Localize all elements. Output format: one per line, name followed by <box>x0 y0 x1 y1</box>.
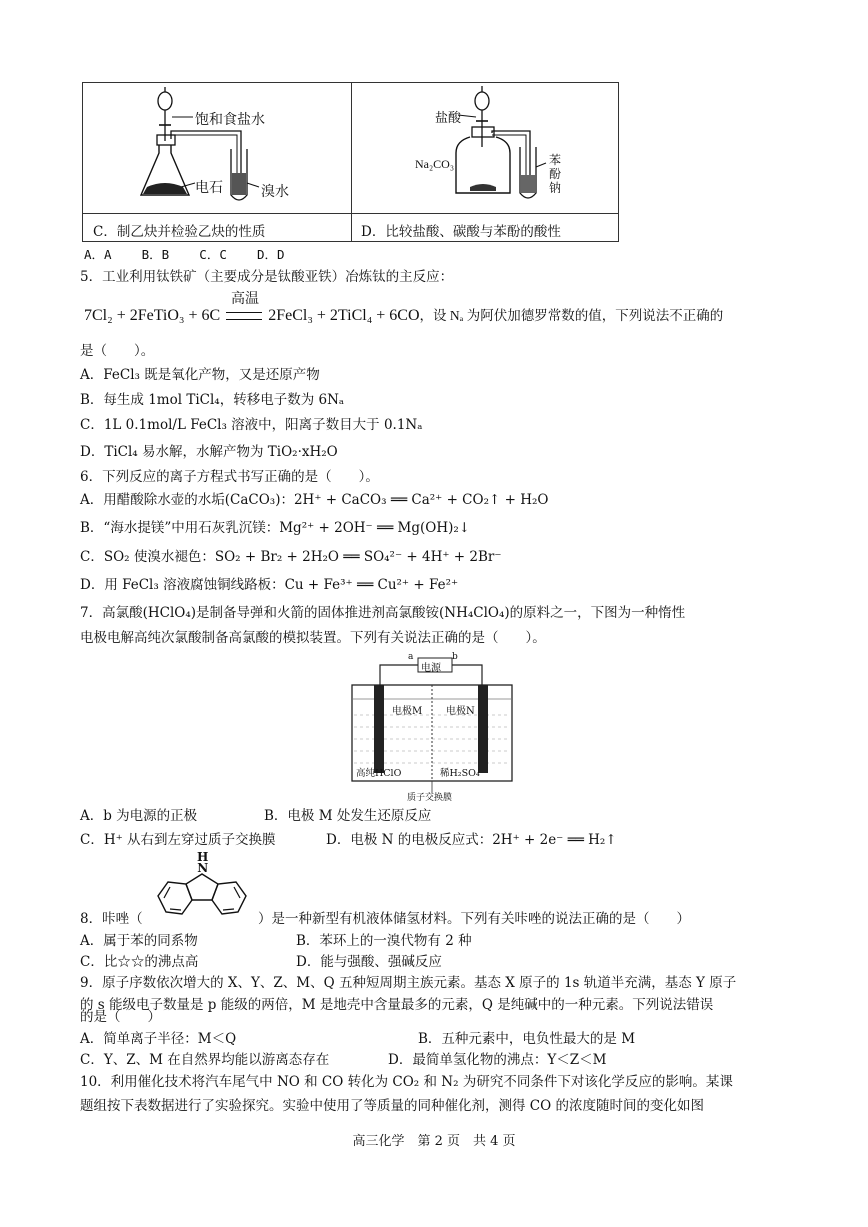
caption-option-c: C．制乙炔并检验乙炔的性质 <box>93 224 266 240</box>
q7-stem-line2: 电极电解高纯次氯酸制备高氯酸的模拟装置。下列有关说法正确的是（ ）。 <box>80 630 546 646</box>
power-source-label: 电源 <box>421 663 441 674</box>
q9-option-d: D．最简单氢化物的沸点：Y＜Z＜M <box>388 1052 607 1068</box>
q5-stem: 5．工业利用钛铁矿（主要成分是钛酸亚铁）冶炼钛的主反应： <box>80 269 454 285</box>
q4-options: A．A B．B C．C D．D <box>84 247 285 262</box>
q9-stem-line2: 的 s 能级电子数量是 p 能级的两倍，M 是地壳中含量最多的元素，Q 是纯碱中的一种元素。下列说法错误 <box>80 997 714 1013</box>
q5-equation <box>84 304 723 325</box>
caption-option-d: D．比较盐酸、碳酸与苯酚的酸性 <box>361 224 561 240</box>
q9-option-c: C．Y、Z、M 在自然界均能以游离态存在 <box>80 1052 330 1068</box>
q6-option-d: D．用 FeCl₃ 溶液腐蚀铜线路板：Cu + Fe³⁺ ══ Cu²⁺ + Fe²⁺ <box>80 577 459 593</box>
q8-stem-prefix: 8．咔唑（ <box>80 911 143 927</box>
q9-option-a: A．简单离子半径：M＜Q <box>80 1031 237 1047</box>
electrolysis-cell-diagram <box>340 655 530 805</box>
q6-option-c: C．SO₂ 使溴水褪色：SO₂ + Br₂ + 2H₂O ══ SO₄²⁻ + 4H⁺ + 2Br⁻ <box>80 549 502 565</box>
q5-option-b: B．每生成 1mol TiCl₄，转移电子数为 6Nₐ <box>80 392 345 408</box>
q10-stem-line2: 题组按下表数据进行了实验探究。实验中使用了等质量的同种催化剂，测得 CO 的浓度随时间的变化如图 <box>80 1098 704 1114</box>
label-sodium-carbonate: Na₂CO₃ <box>415 157 455 171</box>
q8-stem-suffix: ）是一种新型有机液体储氢材料。下列有关咔唑的说法正确的是（ ） <box>258 911 690 927</box>
label-hydrochloric-acid: 盐酸 <box>435 111 462 126</box>
label-bromine-water: 溴水 <box>261 184 289 200</box>
electrode-m-label: 电极M <box>392 706 423 717</box>
q7-option-d: D．电极 N 的电极反应式：2H⁺ + 2e⁻ ══ H₂↑ <box>326 832 617 848</box>
q6-option-b: B．“海水提镁”中用石灰乳沉镁：Mg²⁺ + 2OH⁻ ══ Mg(OH)₂↓ <box>80 520 471 536</box>
terminal-b-label: b <box>452 652 458 662</box>
q6-option-a: A．用醋酸除水壶的水垢(CaCO₃)：2H⁺ + CaCO₃ ══ Ca²⁺ + CO₂↑ + H₂O <box>80 492 549 508</box>
q5-option-d: D．TiCl₄ 易水解，水解产物为 TiO₂·xH₂O <box>80 444 338 460</box>
apparatus-table <box>82 82 619 242</box>
q7-stem-line1: 7．高氯酸(HClO₄)是制备导弹和火箭的固体推进剂高氯酸铵(NH₄ClO₄)的原料之一，下图为一种惰性 <box>80 605 686 621</box>
proton-exchange-membrane-label: 质子交换膜 <box>407 793 453 803</box>
q6-stem: 6．下列反应的离子方程式书写正确的是（ ）。 <box>80 469 379 485</box>
page-footer: 高三化学 第 2 页 共 4 页 <box>352 1134 516 1149</box>
right-solution-label: 稀H₂SO₄ <box>440 768 480 779</box>
table-divider-horizontal <box>83 213 618 214</box>
q5-stem-end: 是（ ）。 <box>80 343 155 359</box>
q5-condition: 高温 <box>231 291 259 307</box>
left-solution-label: 高纯HClO <box>356 768 402 779</box>
q8-option-b: B．苯环上的一溴代物有 2 种 <box>296 933 472 949</box>
carbazole-n-atom: N <box>197 861 209 875</box>
q9-stem-line3: 的是（ ） <box>80 1009 161 1025</box>
equals-sign <box>226 312 262 320</box>
carbazole-h-atom: H <box>197 850 209 864</box>
q7-option-b: B．电极 M 处发生还原反应 <box>264 808 432 824</box>
label-saturated-brine: 饱和食盐水 <box>195 112 265 128</box>
q9-option-b: B．五种元素中，电负性最大的是 M <box>418 1031 636 1047</box>
terminal-a-label: a <box>408 652 414 662</box>
q5-option-a: A．FeCl₃ 既是氧化产物，又是还原产物 <box>80 367 320 383</box>
q8-option-c: C．比☆☆的沸点高 <box>80 954 199 970</box>
q9-stem-line1: 9．原子序数依次增大的 X、Y、Z、M、Q 五种短周期主族元素。基态 X 原子的 1s 轨道半充满，基态 Y 原子 <box>80 975 737 991</box>
q7-option-a: A．b 为电源的正极 <box>80 808 198 824</box>
q5-eq-right: 2FeCl₃ + 2TiCl₄ + 6CO <box>268 307 420 324</box>
q8-option-a: A．属于苯的同系物 <box>80 933 198 949</box>
q5-option-c: C．1L 0.1mol/L FeCl₃ 溶液中，阳离子数目大于 0.1Nₐ <box>80 417 423 433</box>
label-sodium-phenoxide: 苯酚钠 <box>549 153 562 195</box>
acidity-comparison-diagram <box>352 83 620 213</box>
q5-stem-tail: ，设 Nₐ 为阿伏加德罗常数的值，下列说法不正确的 <box>419 308 724 323</box>
electrode-n-label: 电极N <box>446 706 475 717</box>
q8-option-d: D．能与强酸、强碱反应 <box>296 954 442 970</box>
q7-option-c: C．H⁺ 从右到左穿过质子交换膜 <box>80 832 276 848</box>
carbazole-nh-group <box>197 852 208 874</box>
q10-stem-line1: 10．利用催化技术将汽车尾气中 NO 和 CO 转化为 CO₂ 和 N₂ 为研究不同条件下对该化学反应的影响。某课 <box>80 1074 733 1090</box>
q5-eq-left: 7Cl₂ + 2FeTiO₃ + 6C <box>84 307 221 324</box>
label-calcium-carbide: 电石 <box>195 180 223 196</box>
